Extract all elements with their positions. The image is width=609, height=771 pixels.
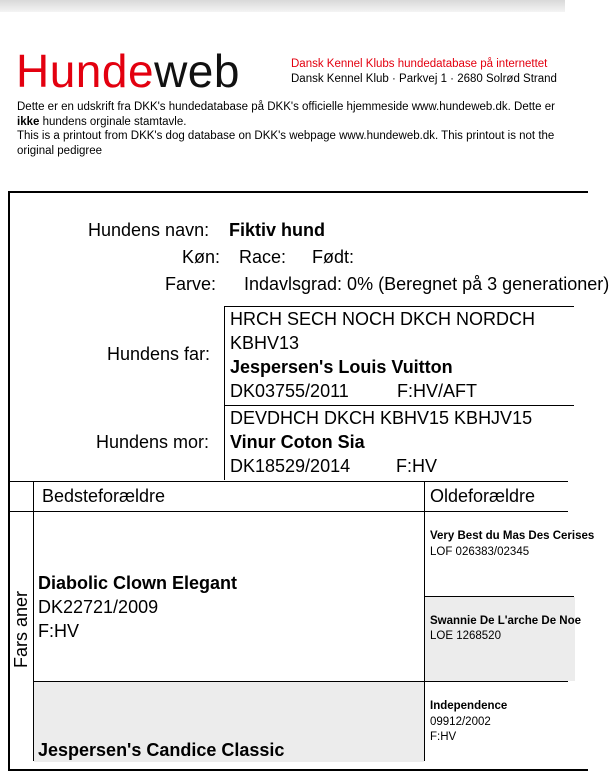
great-grandparent-name: Very Best du Mas Des Cerises [430, 530, 595, 542]
disclaimer-en-line1: This is a printout from DKK's dog database on DKK's webpage www.hundeweb.dk. This printout is not the [17, 130, 555, 142]
great-grandparent-reg: LOE 1268520 [430, 630, 501, 642]
grid-line [8, 511, 568, 512]
mother-name: Vinur Coton Sia [230, 432, 365, 452]
father-label: Hundens far: [107, 344, 211, 364]
father-name: Jespersen's Louis Vuitton [230, 357, 453, 377]
mother-titles: DEVDHCH DKCH KBHV15 KBHJV15 [230, 408, 533, 428]
race-label: Race: [239, 247, 287, 267]
mother-health: F:HV [396, 456, 438, 476]
father-health: F:HV/AFT [397, 381, 477, 401]
color-label: Farve: [165, 274, 217, 294]
father-reg: DK03755/2011 [230, 381, 349, 401]
disclaimer-en-line2: original pedigree [17, 144, 103, 157]
disclaimer-da-line1: Dette er en udskrift fra DKK's hundedatabase på DKK's officielle hjemmeside www.hundeweb.dk. Dette er [17, 101, 555, 113]
fars-aner-label: Fars aner [11, 590, 31, 668]
browser-top-bar [0, 0, 565, 12]
grandparent-reg: DK22721/2009 [38, 597, 159, 617]
club-tagline: Dansk Kennel Klubs hundedatabase på internettet [291, 58, 548, 70]
great-grandparent-health: F:HV [430, 731, 457, 743]
grandparents-header: Bedsteforældre [42, 486, 166, 506]
club-address: Dansk Kennel Klub · Parkvej 1 · 2680 Solrød Strand [291, 73, 557, 85]
mother-label: Hundens mor: [96, 432, 210, 452]
great-grandparent-name: Independence [430, 700, 508, 712]
great-grandparent-reg: 09912/2002 [430, 716, 491, 728]
grid-line [424, 596, 574, 597]
great-grandparent-reg: LOF 026383/02345 [430, 546, 530, 558]
father-titles-2: KBHV13 [230, 333, 300, 353]
club-info [291, 57, 557, 87]
inbreeding-text: Indavlsgrad: 0% (Beregnet på 3 generationer) [244, 274, 609, 294]
sex-label: Køn: [182, 247, 221, 267]
hundeweb-logo: Hundeweb [16, 45, 240, 97]
grandparent-health: F:HV [38, 621, 80, 641]
dog-name-value: Fiktiv hund [229, 220, 325, 240]
great-grandparent-name: Swannie De L'arche De Noe [430, 615, 582, 627]
disclaimer-text [17, 100, 577, 158]
grid-line [8, 481, 568, 482]
grandparent-name: Jespersen's Candice Classic [38, 740, 285, 760]
greatgrandparents-header: Oldeforældre [430, 486, 536, 506]
dog-name-label: Hundens navn: [88, 220, 210, 240]
father-titles: HRCH SECH NOCH DKCH NORDCH [230, 309, 536, 329]
grandparent-name: Diabolic Clown Elegant [38, 573, 238, 593]
disclaimer-da-line2: ikke hundens orginale stamtavle. [17, 115, 187, 128]
mother-reg: DK18529/2014 [230, 456, 351, 476]
born-label: Født: [312, 247, 355, 267]
